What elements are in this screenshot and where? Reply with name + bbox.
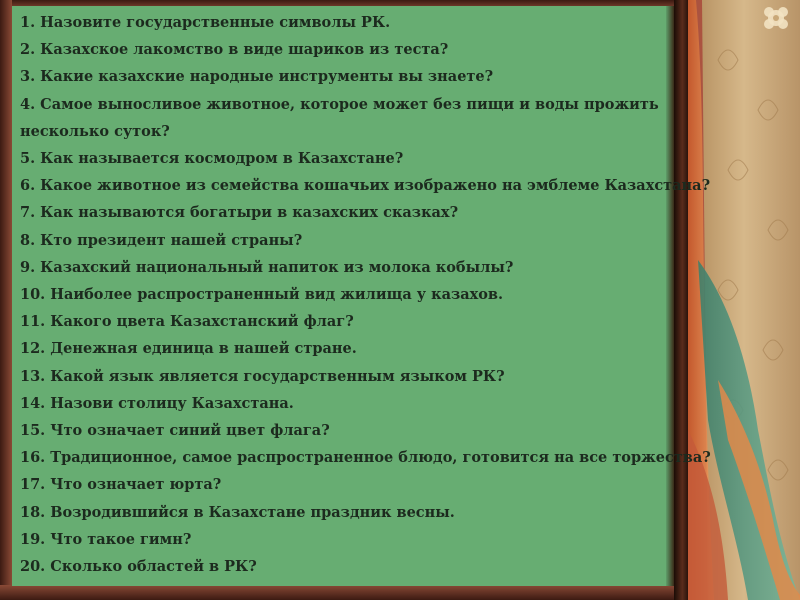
question-item: 6. Какое животное из семейства кошачьих изображено на эмблеме Казахстана?	[20, 177, 711, 195]
question-item: 17. Что означает юрта?	[20, 476, 222, 494]
question-item: 20. Сколько областей в РК?	[20, 558, 257, 576]
question-item: 11. Какого цвета Казахстанский флаг?	[20, 313, 354, 331]
question-item-continuation: несколько суток?	[20, 122, 170, 140]
question-item: 14. Назови столицу Казахстана.	[20, 394, 294, 412]
question-item: 13. Какой язык является государственным языком РК?	[20, 367, 505, 385]
question-item: 19. Что такое гимн?	[20, 530, 192, 548]
question-item: 15. Что означает синий цвет флага?	[20, 422, 330, 440]
question-item: 8. Кто президент нашей страны?	[20, 231, 303, 249]
question-item: 9. Казахский национальный напиток из молока кобылы?	[20, 258, 514, 276]
question-item: 16. Традиционное, самое распространенное блюдо, готовится на все торжества?	[20, 449, 711, 467]
question-item: 10. Наиболее распространенный вид жилища у казахов.	[20, 286, 504, 304]
question-item: 4. Самое выносливое животное, которое может без пищи и воды прожить	[20, 95, 659, 113]
question-item: 12. Денежная единица в нашей стране.	[20, 340, 357, 358]
question-item: 18. Возродившийся в Казахстане праздник весны.	[20, 503, 455, 521]
question-list	[20, 9, 740, 580]
question-item: 5. Как называется космодром в Казахстане?	[20, 150, 404, 168]
question-item: 7. Как называются богатыри в казахских сказках?	[20, 204, 459, 222]
frame-left	[0, 0, 12, 600]
question-item: 1. Назовите государственные символы РК.	[20, 14, 391, 31]
question-item: 2. Казахское лакомство в виде шариков из теста?	[20, 41, 449, 59]
question-item: 3. Какие казахские народные инструменты вы знаете?	[20, 68, 494, 86]
